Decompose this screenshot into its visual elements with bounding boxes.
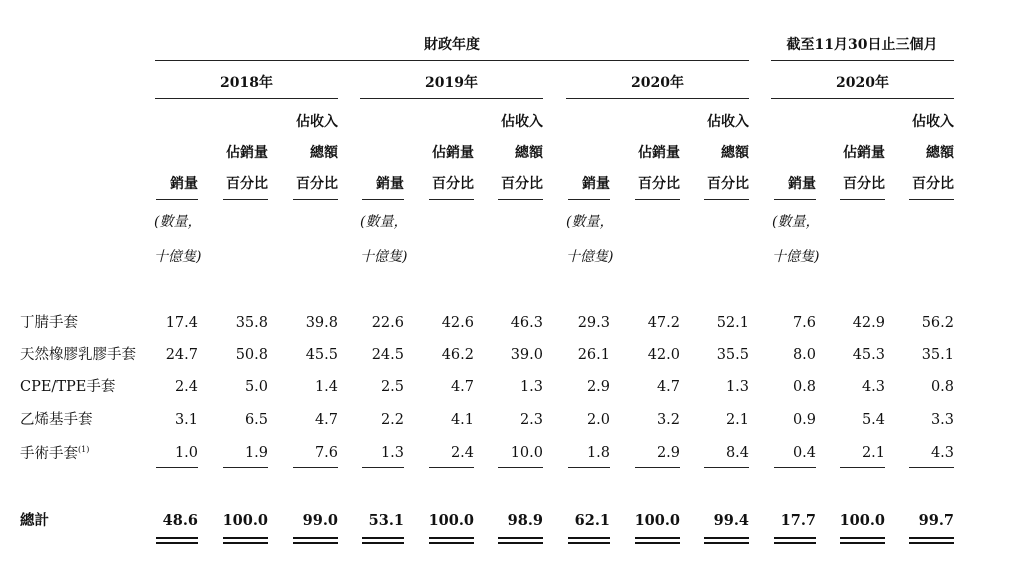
column-header-revenue-pct: 總額 [926,145,954,161]
table-cell: 2.4 [450,445,474,461]
total-double-rule [223,542,268,544]
total-double-rule [568,542,610,544]
subtotal-rule [362,467,404,468]
column-header-revenue-pct: 佔收入 [296,114,338,130]
total-cell: 100.0 [222,512,268,529]
column-header-revenue-pct: 百分比 [912,176,954,192]
total-double-rule [840,542,885,544]
total-double-rule [635,537,680,539]
subtotal-rule [704,467,749,468]
total-double-rule [909,537,954,539]
total-double-rule [774,537,816,539]
row-label: 手術手套$^{(1)}$ [20,445,90,462]
table-cell: 29.3 [577,315,610,331]
total-cell: 62.1 [574,512,610,529]
column-header-underline [156,199,198,200]
column-header-revenue-pct: 百分比 [296,176,338,192]
table-cell: 5.0 [244,379,268,395]
table-cell: 0.8 [930,379,954,395]
table-cell: 35.5 [716,347,749,363]
total-cell: 53.1 [368,512,404,529]
column-header-underline [774,199,816,200]
table-cell: 8.0 [792,347,816,363]
row-label: 丁腈手套 [20,315,78,331]
total-double-rule [840,537,885,539]
total-double-rule [362,542,404,544]
unit-label: (數量， [154,214,202,230]
table-cell: 4.3 [930,445,954,461]
subtotal-rule [498,467,543,468]
table-cell: 45.5 [305,347,338,363]
table-cell: 4.7 [656,379,680,395]
total-double-rule [704,542,749,544]
subtotal-rule [223,467,268,468]
total-double-rule [429,542,474,544]
subtotal-rule [840,467,885,468]
table-cell: 1.4 [314,379,338,395]
total-double-rule [293,542,338,544]
table-cell: 10.0 [510,445,543,461]
table-cell: 1.8 [586,445,610,461]
table-cell: 42.9 [852,315,885,331]
subtotal-rule [635,467,680,468]
fiscal-year-header: 財政年度 [424,37,480,53]
row-label: 天然橡膠乳膠手套 [20,347,136,363]
total-cell: 100.0 [634,512,680,529]
table-cell: 7.6 [314,445,338,461]
table-cell: 0.8 [792,379,816,395]
column-header-underline [840,199,885,200]
table-cell: 2.1 [725,412,749,428]
column-header-underline [293,199,338,200]
column-header-underline [429,199,474,200]
table-cell: 46.2 [441,347,474,363]
table-cell: 39.0 [510,347,543,363]
unit-label: 十億隻) [360,249,408,265]
table-cell: 3.3 [930,412,954,428]
table-cell: 56.2 [921,315,954,331]
table-cell: 1.3 [380,445,404,461]
interim-period-header: 截至11月30日止三個月 [786,37,938,53]
subtotal-rule [429,467,474,468]
column-header-volume-pct: 佔銷量 [843,145,885,161]
table-cell: 2.9 [656,445,680,461]
unit-label: 十億隻) [154,249,202,265]
table-cell: 46.3 [510,315,543,331]
column-header-volume-pct: 佔銷量 [638,145,680,161]
table-cell: 24.5 [371,347,404,363]
total-double-rule [429,537,474,539]
table-cell: 0.4 [792,445,816,461]
year-underline [566,98,749,99]
table-cell: 2.2 [380,412,404,428]
table-cell: 4.7 [450,379,474,395]
table-cell: 1.9 [244,445,268,461]
column-header-underline [362,199,404,200]
table-cell: 6.5 [244,412,268,428]
column-header-volume-pct: 百分比 [226,176,268,192]
column-header-volume: 銷量 [376,176,404,192]
column-header-revenue-pct: 總額 [515,145,543,161]
year-header: 2020年 [836,75,889,91]
total-double-rule [635,542,680,544]
table-cell: 22.6 [371,315,404,331]
table-cell: 7.6 [792,315,816,331]
table-cell: 24.7 [165,347,198,363]
table-cell: 45.3 [852,347,885,363]
column-header-volume-pct: 百分比 [843,176,885,192]
table-cell: 3.1 [174,412,198,428]
total-double-rule [156,537,198,539]
column-header-underline [704,199,749,200]
column-header-volume-pct: 百分比 [638,176,680,192]
table-cell: 5.4 [861,412,885,428]
total-double-rule [909,542,954,544]
table-cell: 47.2 [647,315,680,331]
column-header-revenue-pct: 佔收入 [707,114,749,130]
table-cell: 2.4 [174,379,198,395]
column-header-revenue-pct: 佔收入 [501,114,543,130]
table-cell: 35.1 [921,347,954,363]
total-cell: 99.7 [918,512,954,529]
column-header-underline [635,199,680,200]
subtotal-rule [774,467,816,468]
total-double-rule [223,537,268,539]
column-header-volume: 銷量 [582,176,610,192]
table-cell: 17.4 [165,315,198,331]
column-header-volume-pct: 百分比 [432,176,474,192]
table-cell: 4.7 [314,412,338,428]
total-cell: 99.4 [713,512,749,529]
total-cell: 100.0 [428,512,474,529]
total-double-rule [498,542,543,544]
unit-label: 十億隻) [772,249,820,265]
table-cell: 52.1 [716,315,749,331]
table-cell: 0.9 [792,412,816,428]
footnote-marker: (1) [78,445,90,454]
table-cell: 8.4 [725,445,749,461]
column-header-revenue-pct: 佔收入 [912,114,954,130]
table-cell: 4.1 [450,412,474,428]
year-header: 2020年 [631,75,684,91]
year-header: 2019年 [425,75,478,91]
table-cell: 1.3 [519,379,543,395]
column-header-volume-pct: 佔銷量 [226,145,268,161]
total-double-rule [568,537,610,539]
subtotal-rule [293,467,338,468]
total-cell: 48.6 [162,512,198,529]
table-cell: 4.3 [861,379,885,395]
interim-underline [771,60,954,61]
column-header-volume: 銷量 [170,176,198,192]
column-header-revenue-pct: 總額 [721,145,749,161]
column-header-revenue-pct: 總額 [310,145,338,161]
subtotal-rule [909,467,954,468]
column-header-revenue-pct: 百分比 [707,176,749,192]
total-double-rule [156,542,198,544]
total-double-rule [774,542,816,544]
total-label: 總計 [20,512,49,529]
table-cell: 3.2 [656,412,680,428]
total-cell: 17.7 [780,512,816,529]
unit-label: (數量， [772,214,820,230]
table-cell: 2.0 [586,412,610,428]
table-cell: 50.8 [235,347,268,363]
total-double-rule [362,537,404,539]
year-underline [155,98,338,99]
unit-label: (數量， [360,214,408,230]
column-header-volume: 銷量 [788,176,816,192]
column-header-underline [223,199,268,200]
table-cell: 42.6 [441,315,474,331]
table-cell: 1.3 [725,379,749,395]
total-double-rule [704,537,749,539]
column-header-underline [909,199,954,200]
column-header-revenue-pct: 百分比 [501,176,543,192]
column-header-underline [568,199,610,200]
table-cell: 2.1 [861,445,885,461]
table-cell: 2.9 [586,379,610,395]
table-cell: 2.3 [519,412,543,428]
total-double-rule [498,537,543,539]
subtotal-rule [568,467,610,468]
unit-label: (數量， [566,214,614,230]
year-header: 2018年 [220,75,273,91]
table-cell: 2.5 [380,379,404,395]
column-header-underline [498,199,543,200]
row-label: CPE/TPE手套 [20,379,116,395]
column-header-volume-pct: 佔銷量 [432,145,474,161]
year-underline [360,98,543,99]
total-cell: 98.9 [507,512,543,529]
total-double-rule [293,537,338,539]
total-cell: 100.0 [839,512,885,529]
table-cell: 26.1 [577,347,610,363]
year-underline [771,98,954,99]
table-cell: 42.0 [647,347,680,363]
total-cell: 99.0 [302,512,338,529]
subtotal-rule [156,467,198,468]
table-cell: 39.8 [305,315,338,331]
table-cell: 1.0 [174,445,198,461]
fiscal-year-underline [155,60,749,61]
unit-label: 十億隻) [566,249,614,265]
row-label: 乙烯基手套 [20,412,93,428]
table-cell: 35.8 [235,315,268,331]
